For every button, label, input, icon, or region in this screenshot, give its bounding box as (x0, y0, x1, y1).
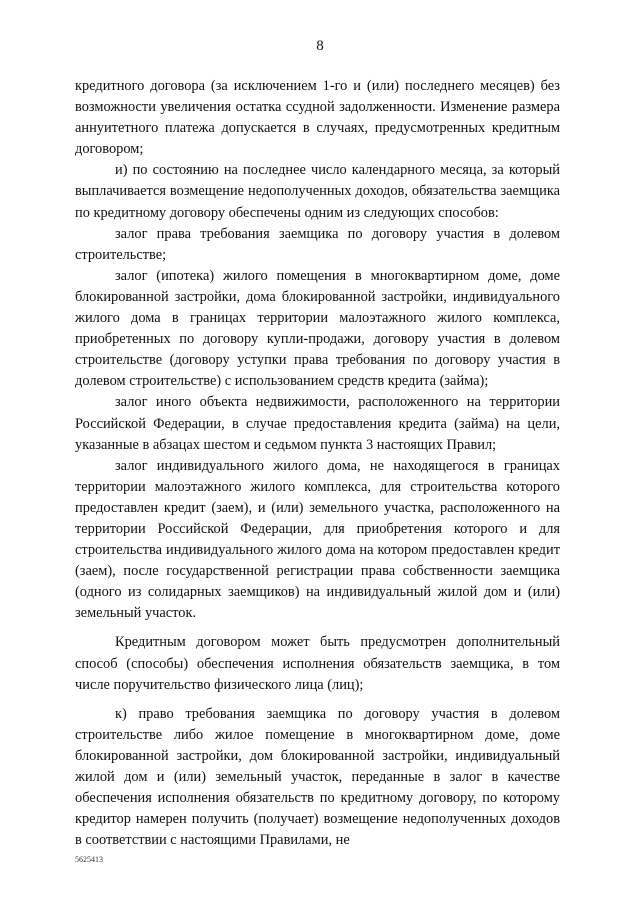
document-code: 5625413 (75, 855, 103, 864)
paragraph-pledge-house-land: залог индивидуального жилого дома, не находящегося в границах территории малоэтажного жилого комплекса, для строительства которого предоставлен кредит (заем), и (или) земельного участка, расположенного на территории Российской Федерации, для приобретения которого и для строительства индивидуального жилого дома на котором предоставлен кредит (заем), после государственной регистрации права собственности заемщика (одного из солидарных заемщиков) на индивидуальный жилой дом и (или) земельный участок. (75, 457, 560, 622)
paragraph-pledge-other-property: залог иного объекта недвижимости, расположенного на территории Российской Федерации, в случае предоставления кредита (займа) на цели, указанные в абзацах шестом и седьмом пункта 3 настоящих Правил; (75, 394, 560, 453)
paragraph-item-k: к) право требования заемщика по договору участия в долевом строительстве либо жилое помещение в многоквартирном доме, доме блокированной застройки, дом блокированной застройки, индивидуальный жилой дом и (или) земельный участок, переданные в залог в качестве обеспечения исполнения обязательств по кредитному договору, по которому кредитор намерен получить (получает) возмещение недополученных доходов в соответствии с настоящими Правилами, не (75, 705, 560, 849)
paragraph-continuation: кредитного договора (за исключением 1-го и (или) последнего месяцев) без возможности увеличения остатка ссудной задолженности. Изменение размера аннуитетного платежа допускается в случаях, предусмотренных кредитным договором; (75, 78, 560, 158)
paragraph-pledge-claim: залог права требования заемщика по договору участия в долевом строительстве; (75, 225, 560, 263)
paragraph-item-i: и) по состоянию на последнее число календарного месяца, за который выплачивается возмещение недополученных доходов, обязательства заемщика по кредитному договору обеспечены одним из следующих способов: (75, 162, 560, 221)
page-number: 8 (316, 38, 324, 54)
document-body (75, 76, 560, 851)
paragraph-pledge-mortgage: залог (ипотека) жилого помещения в многоквартирном доме, доме блокированной застройки, дома блокированной застройки, индивидуального жилого дома в границах территории малоэтажного жилого комплекса, приобретенных по договору купли-продажи, договору участия в долевом строительстве (договору уступки права требования по договору участия в долевом строительстве) с использованием средств кредита (займа); (75, 267, 560, 390)
paragraph-additional-security: Кредитным договором может быть предусмотрен дополнительный способ (способы) обеспечения исполнения обязательств заемщика, в том числе поручительство физического лица (лиц); (75, 634, 560, 693)
